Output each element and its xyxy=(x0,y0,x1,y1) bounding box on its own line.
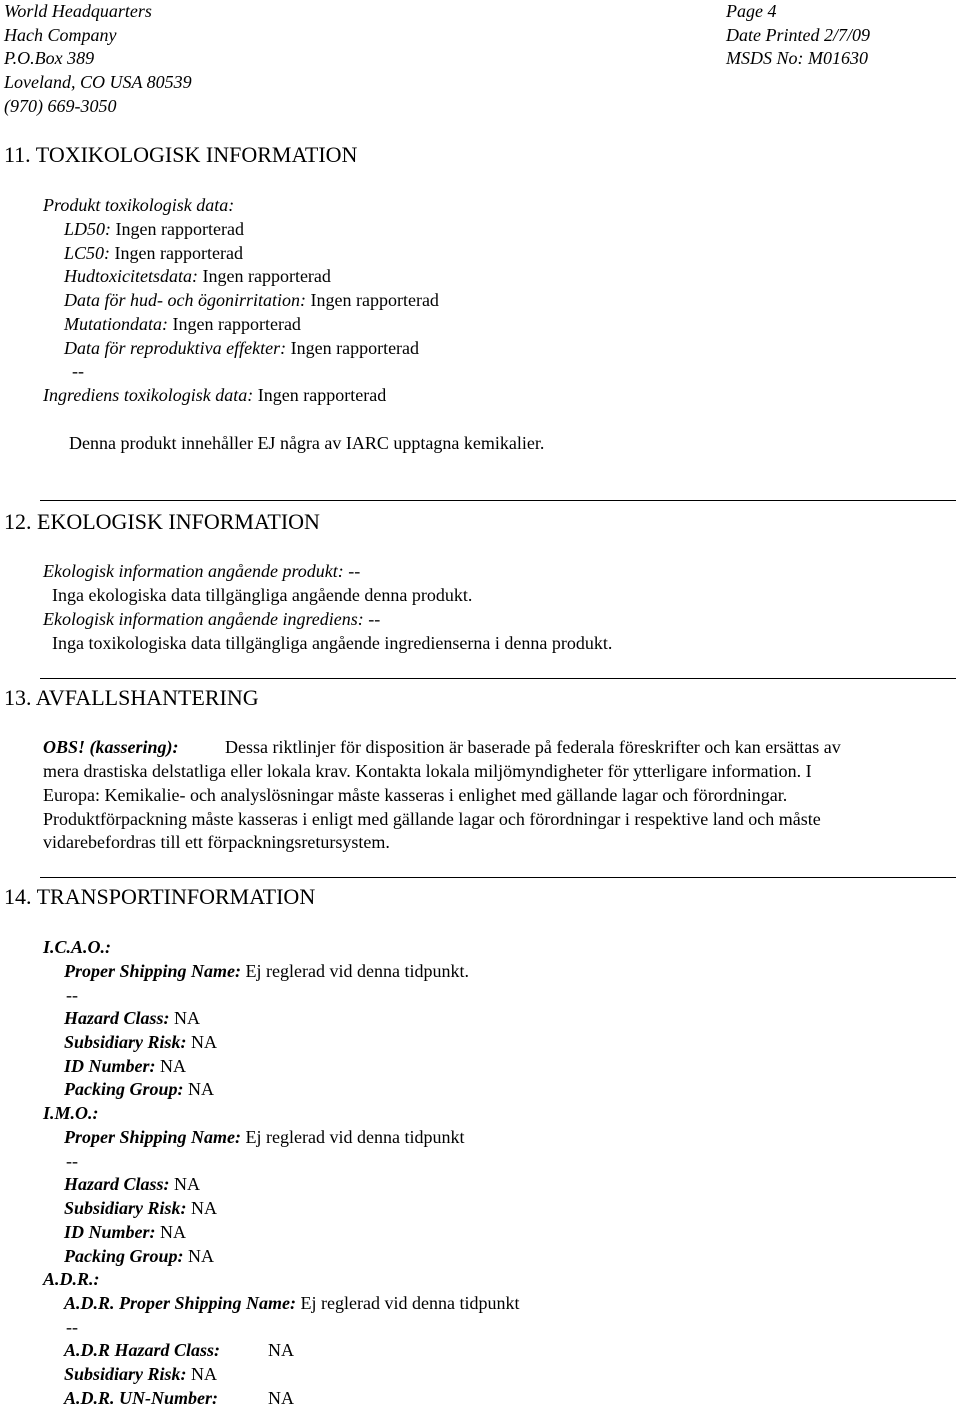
section-12-title: 12. EKOLOGISK INFORMATION xyxy=(4,509,320,534)
imo-packing-label: Packing Group: xyxy=(64,1246,184,1266)
imo-heading: I.M.O.: xyxy=(43,1103,99,1123)
hud-label: Hudtoxicitetsdata: xyxy=(64,266,198,286)
eco-ingredient-dash: -- xyxy=(368,609,381,629)
eco-product-dash: -- xyxy=(348,561,361,581)
company-line-1: World Headquarters xyxy=(4,1,152,21)
lc50-label: LC50: xyxy=(64,243,111,263)
eco-ingredient-label: Ekologisk information angående ingrediens: xyxy=(43,609,364,629)
icao-psn-value: Ej reglerad vid denna tidpunkt. xyxy=(245,961,469,981)
mutation-row xyxy=(64,315,301,333)
divider xyxy=(40,877,956,878)
hud-value: Ingen rapporterad xyxy=(202,266,331,286)
company-line-3: P.O.Box 389 xyxy=(4,48,95,68)
adr-subrisk-value: NA xyxy=(191,1364,218,1384)
irritation-value: Ingen rapporterad xyxy=(310,290,439,310)
icao-subrisk-label: Subsidiary Risk: xyxy=(64,1032,187,1052)
divider xyxy=(40,678,956,679)
reproductive-value: Ingen rapporterad xyxy=(290,338,420,358)
disposal-line-2: mera drastiska delstatliga eller lokala krav. Kontakta lokala miljömyndigheter för ytterligare information. I xyxy=(43,761,812,781)
icao-subrisk-value: NA xyxy=(191,1032,218,1052)
icao-hazard-value: NA xyxy=(174,1008,201,1028)
adr-un-value: NA xyxy=(268,1388,294,1408)
imo-dash: -- xyxy=(66,1151,78,1171)
ld50-label: LD50: xyxy=(64,219,112,239)
icao-id-label: ID Number: xyxy=(64,1056,156,1076)
disposal-line-4: Produktförpackning måste kasseras i enligt med gällande lagar och förordningar i respektive land och måste xyxy=(43,809,821,829)
eco-ingredient-text: Inga toxikologiska data tillgängliga angående ingredienserna i denna produkt. xyxy=(52,633,613,653)
page-number: Page 4 xyxy=(726,1,777,21)
imo-psn-label: Proper Shipping Name: xyxy=(64,1127,242,1147)
imo-subrisk-label: Subsidiary Risk: xyxy=(64,1198,187,1218)
lc50-value: Ingen rapporterad xyxy=(114,243,243,263)
imo-psn-value: Ej reglerad vid denna tidpunkt xyxy=(245,1127,465,1147)
disposal-label: OBS! (kassering): xyxy=(43,737,179,757)
icao-hazard-row xyxy=(64,1009,200,1027)
imo-id-row xyxy=(64,1223,186,1241)
separator-dash: -- xyxy=(72,361,84,381)
icao-id-row xyxy=(64,1057,186,1075)
imo-packing-value: NA xyxy=(188,1246,215,1266)
imo-hazard-label: Hazard Class: xyxy=(64,1174,170,1194)
section-11-title: 11. TOXIKOLOGISK INFORMATION xyxy=(4,142,358,167)
adr-dash: -- xyxy=(66,1317,78,1337)
disposal-line-1: Dessa riktlinjer för disposition är baserade på federala föreskrifter och kan ersättas av xyxy=(225,737,841,757)
adr-un-label: A.D.R. UN-Number: xyxy=(64,1388,219,1408)
adr-hazard-label: A.D.R Hazard Class: xyxy=(64,1340,221,1360)
adr-psn-value: Ej reglerad vid denna tidpunkt xyxy=(300,1293,520,1313)
adr-psn-label: A.D.R. Proper Shipping Name: xyxy=(64,1293,297,1313)
date-printed: Date Printed 2/7/09 xyxy=(726,25,870,45)
msds-number: MSDS No: M01630 xyxy=(726,48,868,68)
adr-subrisk-label: Subsidiary Risk: xyxy=(64,1364,187,1384)
irritation-row xyxy=(64,291,439,309)
company-line-2: Hach Company xyxy=(4,25,117,45)
section-14-title: 14. TRANSPORTINFORMATION xyxy=(4,884,316,909)
imo-subrisk-row xyxy=(64,1199,217,1217)
ingredient-tox-label: Ingrediens toxikologisk data: xyxy=(43,385,254,405)
icao-hazard-label: Hazard Class: xyxy=(64,1008,170,1028)
product-tox-label: Produkt toxikologisk data: xyxy=(43,195,235,215)
adr-hazard-value: NA xyxy=(268,1340,294,1360)
disposal-line-3: Europa: Kemikalie- och analyslösningar måste kasseras i enlighet med gällande lagar och förordningar. xyxy=(43,785,788,805)
lc50-row xyxy=(64,244,243,262)
icao-psn-row xyxy=(64,962,469,980)
ld50-row xyxy=(64,220,244,238)
ingredient-tox-row xyxy=(43,386,386,404)
mutation-value: Ingen rapporterad xyxy=(172,314,301,334)
ingredient-tox-value: Ingen rapporterad xyxy=(257,385,387,405)
disposal-row xyxy=(43,738,179,756)
imo-id-value: NA xyxy=(160,1222,187,1242)
adr-psn-row xyxy=(64,1294,519,1312)
icao-dash: -- xyxy=(66,985,78,1005)
reproductive-label: Data för reproduktiva effekter: xyxy=(64,338,287,358)
icao-psn-label: Proper Shipping Name: xyxy=(64,961,242,981)
imo-hazard-value: NA xyxy=(174,1174,201,1194)
reproductive-row xyxy=(64,339,419,357)
iarc-note: Denna produkt innehåller EJ några av IARC upptagna kemikalier. xyxy=(69,433,545,453)
imo-id-label: ID Number: xyxy=(64,1222,156,1242)
icao-packing-value: NA xyxy=(188,1079,215,1099)
imo-subrisk-value: NA xyxy=(191,1198,218,1218)
eco-product-label: Ekologisk information angående produkt: xyxy=(43,561,344,581)
icao-packing-row xyxy=(64,1080,214,1098)
irritation-label: Data för hud- och ögonirritation: xyxy=(64,290,306,310)
company-line-5: (970) 669-3050 xyxy=(4,96,117,116)
imo-psn-row xyxy=(64,1128,464,1146)
imo-packing-row xyxy=(64,1247,214,1265)
icao-packing-label: Packing Group: xyxy=(64,1079,184,1099)
adr-subrisk-row xyxy=(64,1365,217,1383)
mutation-label: Mutationdata: xyxy=(64,314,168,334)
icao-id-value: NA xyxy=(160,1056,187,1076)
hud-row xyxy=(64,267,331,285)
eco-product-text: Inga ekologiska data tillgängliga angående denna produkt. xyxy=(52,585,473,605)
ld50-value: Ingen rapporterad xyxy=(115,219,244,239)
imo-hazard-row xyxy=(64,1175,200,1193)
company-line-4: Loveland, CO USA 80539 xyxy=(4,72,192,92)
icao-subrisk-row xyxy=(64,1033,217,1051)
section-13-title: 13. AVFALLSHANTERING xyxy=(4,685,259,710)
adr-heading: A.D.R.: xyxy=(43,1269,100,1289)
disposal-line-5: vidarebefordras till ett förpackningsretursystem. xyxy=(43,832,390,852)
eco-product-row xyxy=(43,562,360,580)
eco-ingredient-row xyxy=(43,610,380,628)
icao-heading: I.C.A.O.: xyxy=(43,937,112,957)
divider xyxy=(40,500,956,501)
